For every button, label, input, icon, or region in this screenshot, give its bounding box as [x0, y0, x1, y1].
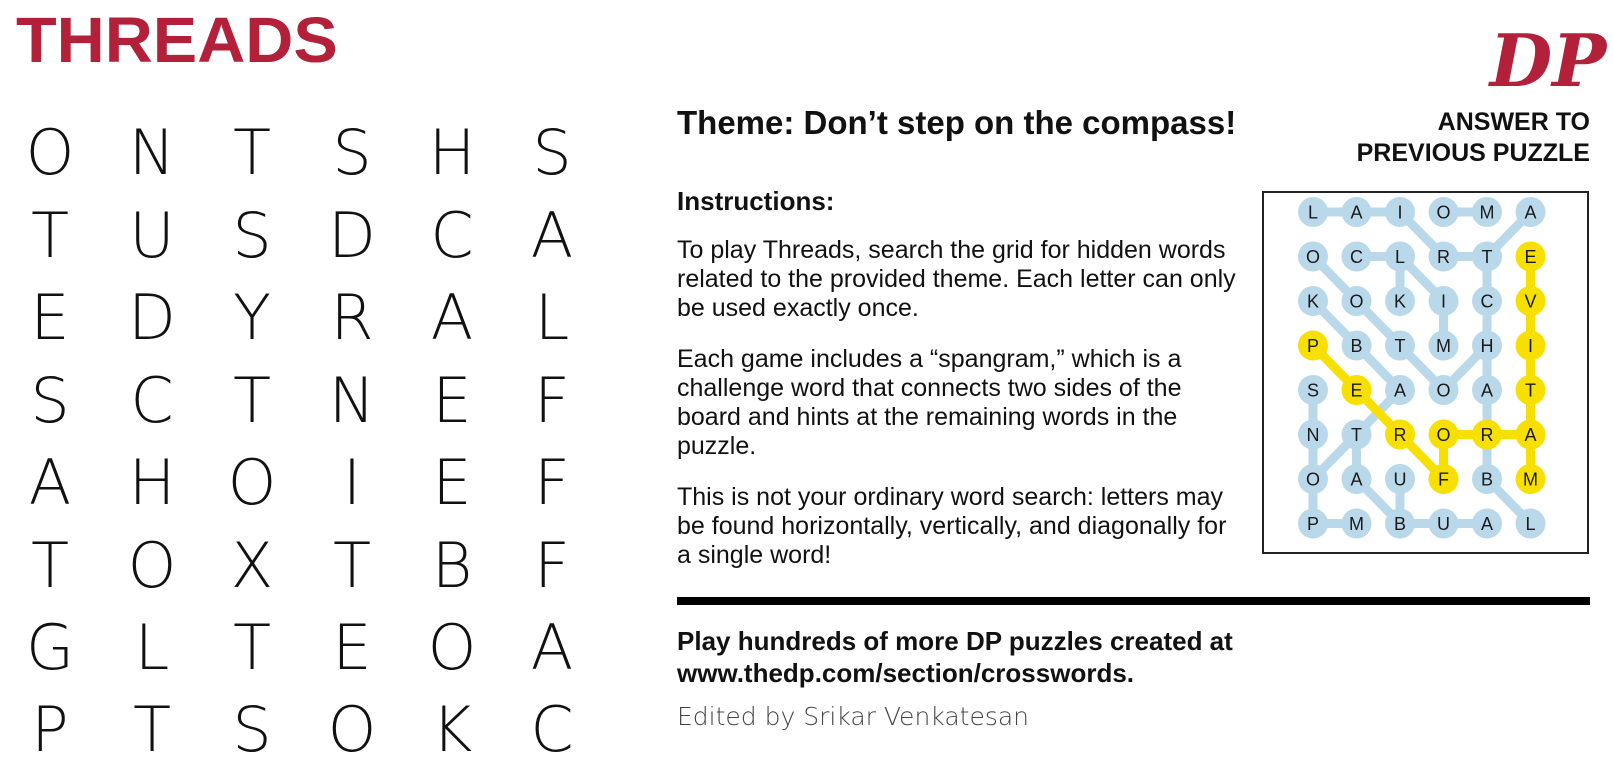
grid-cell[interactable]: T	[233, 364, 271, 437]
answer-cell-letter: I	[1397, 202, 1403, 223]
grid-cell[interactable]: C	[530, 693, 574, 766]
letter-grid[interactable]	[0, 78, 610, 766]
theme-title: Theme: Don’t step on the compass!	[677, 104, 1237, 141]
instructions-paragraph-2: Each game includes a “spangram,” which is a challenge word that connects two sides of the board and hints at the remaining words in the puzzle.	[677, 345, 1182, 460]
answer-heading	[1357, 107, 1590, 169]
answer-cell-letter: N	[1306, 425, 1320, 445]
answer-cell-letter: R	[1437, 247, 1450, 267]
answer-word-thread	[1357, 435, 1488, 524]
instructions-paragraph-3: This is not your ordinary word search: letters may be found horizontally, vertically, and diagonally for a single word!	[677, 483, 1227, 569]
grid-cell[interactable]: Y	[233, 281, 271, 354]
answer-cell-letter: T	[1525, 380, 1536, 401]
answer-cell-letter: C	[1480, 291, 1494, 312]
answer-cell-letter: T	[1394, 336, 1406, 356]
answer-heading-line-1: ANSWER TO	[1437, 108, 1590, 136]
answer-cell-letter: O	[1305, 469, 1321, 490]
grid-cell[interactable]: N	[128, 116, 176, 189]
grid-cell[interactable]: D	[128, 281, 176, 354]
grid-cell[interactable]: L	[134, 611, 170, 684]
grid-cell[interactable]: S	[332, 116, 372, 189]
answer-cell-letter: A	[1480, 514, 1494, 534]
answer-cell-letter: K	[1306, 291, 1320, 312]
promo-text: Play hundreds of more DP puzzles created at www.thedp.com/section/crosswords.	[677, 626, 1233, 688]
answer-cell-letter: L	[1394, 247, 1406, 267]
answer-cell-letter: F	[1438, 469, 1449, 490]
answer-cell-letter: L	[1525, 514, 1536, 534]
answer-cell-letter: T	[1351, 425, 1362, 445]
answer-cell-letter: I	[1527, 336, 1534, 356]
answer-cell-letter: B	[1350, 336, 1363, 356]
answer-cell-letter: I	[1440, 291, 1447, 312]
grid-cell[interactable]: A	[430, 281, 474, 354]
answer-cell-letter: A	[1350, 469, 1363, 490]
grid-cell[interactable]: F	[534, 364, 570, 437]
grid-cell[interactable]: H	[428, 116, 476, 189]
answer-cell-letter: P	[1306, 336, 1320, 356]
answer-cell-letter: A	[1524, 425, 1537, 445]
grid-cell[interactable]: K	[431, 693, 473, 766]
grid-cell[interactable]: E	[30, 281, 70, 354]
answer-cell-letter: O	[1436, 380, 1451, 401]
grid-cell[interactable]: O	[427, 611, 477, 684]
answer-cell-letter: R	[1393, 425, 1407, 445]
grid-cell[interactable]: A	[530, 611, 574, 684]
grid-cell[interactable]: T	[233, 611, 271, 684]
grid-cell[interactable]: F	[534, 529, 570, 602]
grid-cell[interactable]: C	[430, 199, 474, 272]
grid-cell[interactable]: G	[25, 611, 75, 684]
answer-cell-letter: E	[1350, 380, 1363, 401]
grid-cell[interactable]: O	[127, 529, 177, 602]
answer-cell-letter: M	[1436, 336, 1451, 356]
grid-cell[interactable]: O	[327, 693, 377, 766]
grid-cell[interactable]: L	[534, 281, 570, 354]
grid-cell[interactable]: E	[432, 364, 472, 437]
grid-cell[interactable]: T	[333, 529, 371, 602]
answer-board-svg	[1264, 193, 1587, 552]
grid-cell[interactable]: A	[530, 199, 574, 272]
grid-cell[interactable]: B	[431, 529, 473, 602]
grid-cell[interactable]: N	[328, 364, 376, 437]
answer-cell-letter: M	[1479, 202, 1495, 223]
grid-cell[interactable]: S	[30, 364, 70, 437]
dp-logo-icon	[1489, 14, 1607, 104]
answer-cell-letter: A	[1393, 380, 1407, 401]
editor-credit: Edited by Srikar Venkatesan	[677, 702, 1030, 731]
app-title: THREADS	[16, 4, 338, 76]
answer-cell-letter: C	[1350, 247, 1363, 267]
answer-cell-letter: H	[1480, 336, 1494, 356]
answer-cell-letter: M	[1523, 469, 1538, 490]
grid-cell[interactable]: T	[31, 199, 69, 272]
answer-cell-letter: U	[1393, 469, 1407, 490]
grid-cell[interactable]: O	[25, 116, 75, 189]
grid-cell[interactable]: A	[28, 446, 72, 519]
grid-cell[interactable]: T	[233, 116, 271, 189]
grid-cell[interactable]: I	[342, 446, 362, 519]
grid-cell[interactable]: S	[232, 693, 272, 766]
answer-cell-letter: R	[1480, 425, 1494, 445]
answer-cell-letter: B	[1393, 514, 1407, 534]
answer-heading-line-2: PREVIOUS PUZZLE	[1356, 139, 1590, 167]
instructions-paragraph-1: To play Threads, search the grid for hidden words related to the provided theme. Each letter can only be used exactly once.	[677, 236, 1236, 322]
answer-board	[1262, 191, 1589, 554]
grid-cell[interactable]: U	[129, 199, 175, 272]
grid-cell[interactable]: T	[133, 693, 171, 766]
answer-cell-letter: V	[1524, 291, 1537, 312]
grid-cell[interactable]: D	[328, 199, 376, 272]
answer-cell-letter: O	[1436, 425, 1451, 445]
grid-cell[interactable]: P	[31, 693, 69, 766]
grid-cell[interactable]: H	[128, 446, 176, 519]
answer-cell-letter: K	[1393, 291, 1407, 312]
answer-cell-letter: E	[1524, 247, 1537, 267]
answer-cell-letter: O	[1436, 202, 1451, 223]
answer-cell-letter: A	[1480, 380, 1494, 401]
answer-cell-letter: O	[1349, 291, 1364, 312]
instructions-heading: Instructions:	[677, 186, 835, 216]
answer-cell-letter: U	[1437, 514, 1450, 534]
answer-cell-letter: S	[1306, 380, 1320, 401]
grid-cell[interactable]: T	[31, 529, 69, 602]
grid-cell[interactable]: C	[130, 364, 174, 437]
grid-cell[interactable]: E	[432, 446, 472, 519]
grid-cell[interactable]: O	[227, 446, 277, 519]
answer-cell-letter: M	[1349, 514, 1364, 534]
grid-cell[interactable]: S	[232, 199, 272, 272]
grid-cell[interactable]: F	[534, 446, 570, 519]
grid-cell[interactable]: X	[230, 529, 274, 602]
section-divider	[677, 597, 1590, 605]
grid-cell[interactable]: R	[330, 281, 374, 354]
answer-cell-letter: A	[1350, 202, 1363, 223]
answer-cell-letter: A	[1524, 202, 1537, 223]
answer-cell-letter: L	[1307, 202, 1319, 223]
answer-cell-letter: O	[1305, 247, 1321, 267]
answer-cell-letter: B	[1480, 469, 1494, 490]
answer-cell-letter: P	[1306, 514, 1320, 534]
grid-cell[interactable]: E	[332, 611, 372, 684]
answer-cell-letter: T	[1481, 247, 1493, 267]
grid-cell[interactable]: S	[532, 116, 572, 189]
dp-logo-text: DP	[1489, 18, 1607, 103]
